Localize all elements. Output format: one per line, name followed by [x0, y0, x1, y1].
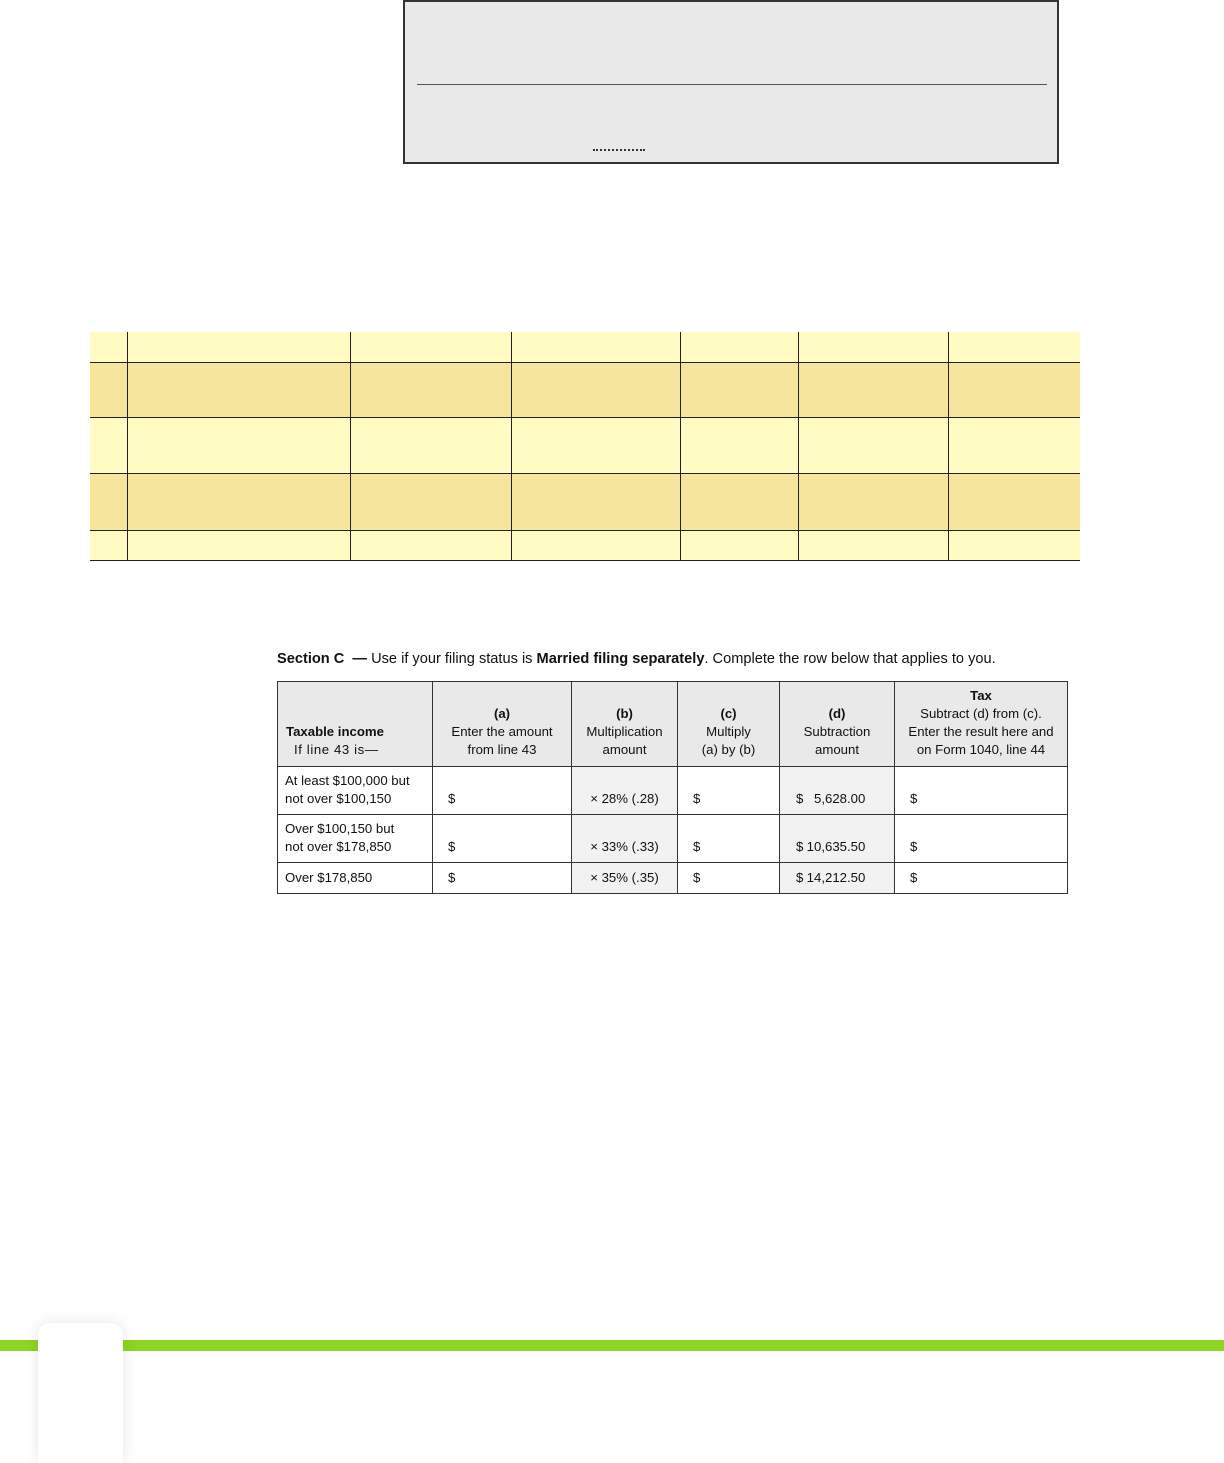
income-range: Over $100,150 but not over $178,850 [278, 815, 433, 863]
page-number-tab [38, 1323, 123, 1463]
multiplication-amount: × 35% (.35) [572, 863, 678, 894]
header-column-b: (b) Multiplication amount [572, 682, 678, 767]
amount-c-field[interactable]: $ [678, 863, 780, 894]
multiplication-amount: × 33% (.33) [572, 815, 678, 863]
blank-worksheet-table [90, 332, 1080, 561]
header-column-a: (a) Enter the amount from line 43 [433, 682, 572, 767]
subtraction-amount: $ 10,635.50 [780, 815, 895, 863]
multiplication-amount: × 28% (.28) [572, 767, 678, 815]
tax-computation-table [277, 681, 1068, 894]
section-text-1: Use if your filing status is [371, 651, 533, 667]
top-form-box [403, 0, 1059, 164]
subtraction-amount: $ 5,628.00 [780, 767, 895, 815]
worksheet-row [90, 473, 1080, 530]
worksheet-row [90, 530, 1080, 560]
amount-a-field[interactable]: $ [433, 767, 572, 815]
amount-a-field[interactable]: $ [433, 815, 572, 863]
header-column-c: (c) Multiply (a) by (b) [678, 682, 780, 767]
table-row [278, 767, 1068, 815]
amount-c-field[interactable]: $ [678, 767, 780, 815]
worksheet-row [90, 332, 1080, 362]
header-column-d: (d) Subtraction amount [780, 682, 895, 767]
table-row [278, 815, 1068, 863]
form-rule-line [417, 84, 1047, 85]
worksheet-row [90, 417, 1080, 473]
income-range: Over $178,850 [278, 863, 433, 894]
section-dash: — [352, 651, 368, 667]
filing-status: Married filing separately [536, 651, 705, 667]
amount-c-field[interactable]: $ [678, 815, 780, 863]
income-range: At least $100,000 but not over $100,150 [278, 767, 433, 815]
amount-a-field[interactable]: $ [433, 863, 572, 894]
tax-result-field[interactable]: $ [895, 815, 1068, 863]
footer-accent-bar [0, 1340, 1224, 1351]
tax-result-field[interactable]: $ [895, 767, 1068, 815]
dotted-leader [593, 149, 645, 151]
worksheet-row [90, 362, 1080, 417]
section-label: Section C [277, 651, 345, 667]
header-taxable-income: Taxable income If line 43 is— [278, 682, 433, 767]
tax-result-field[interactable]: $ [895, 863, 1068, 894]
header-tax: Tax Subtract (d) from (c). Enter the result here and on Form 1040, line 44 [895, 682, 1068, 767]
section-text-2: . Complete the row below that applies to you. [704, 651, 996, 667]
subtraction-amount: $ 14,212.50 [780, 863, 895, 894]
section-c-heading [277, 651, 1097, 667]
table-row [278, 863, 1068, 894]
table-header-row [278, 682, 1068, 767]
